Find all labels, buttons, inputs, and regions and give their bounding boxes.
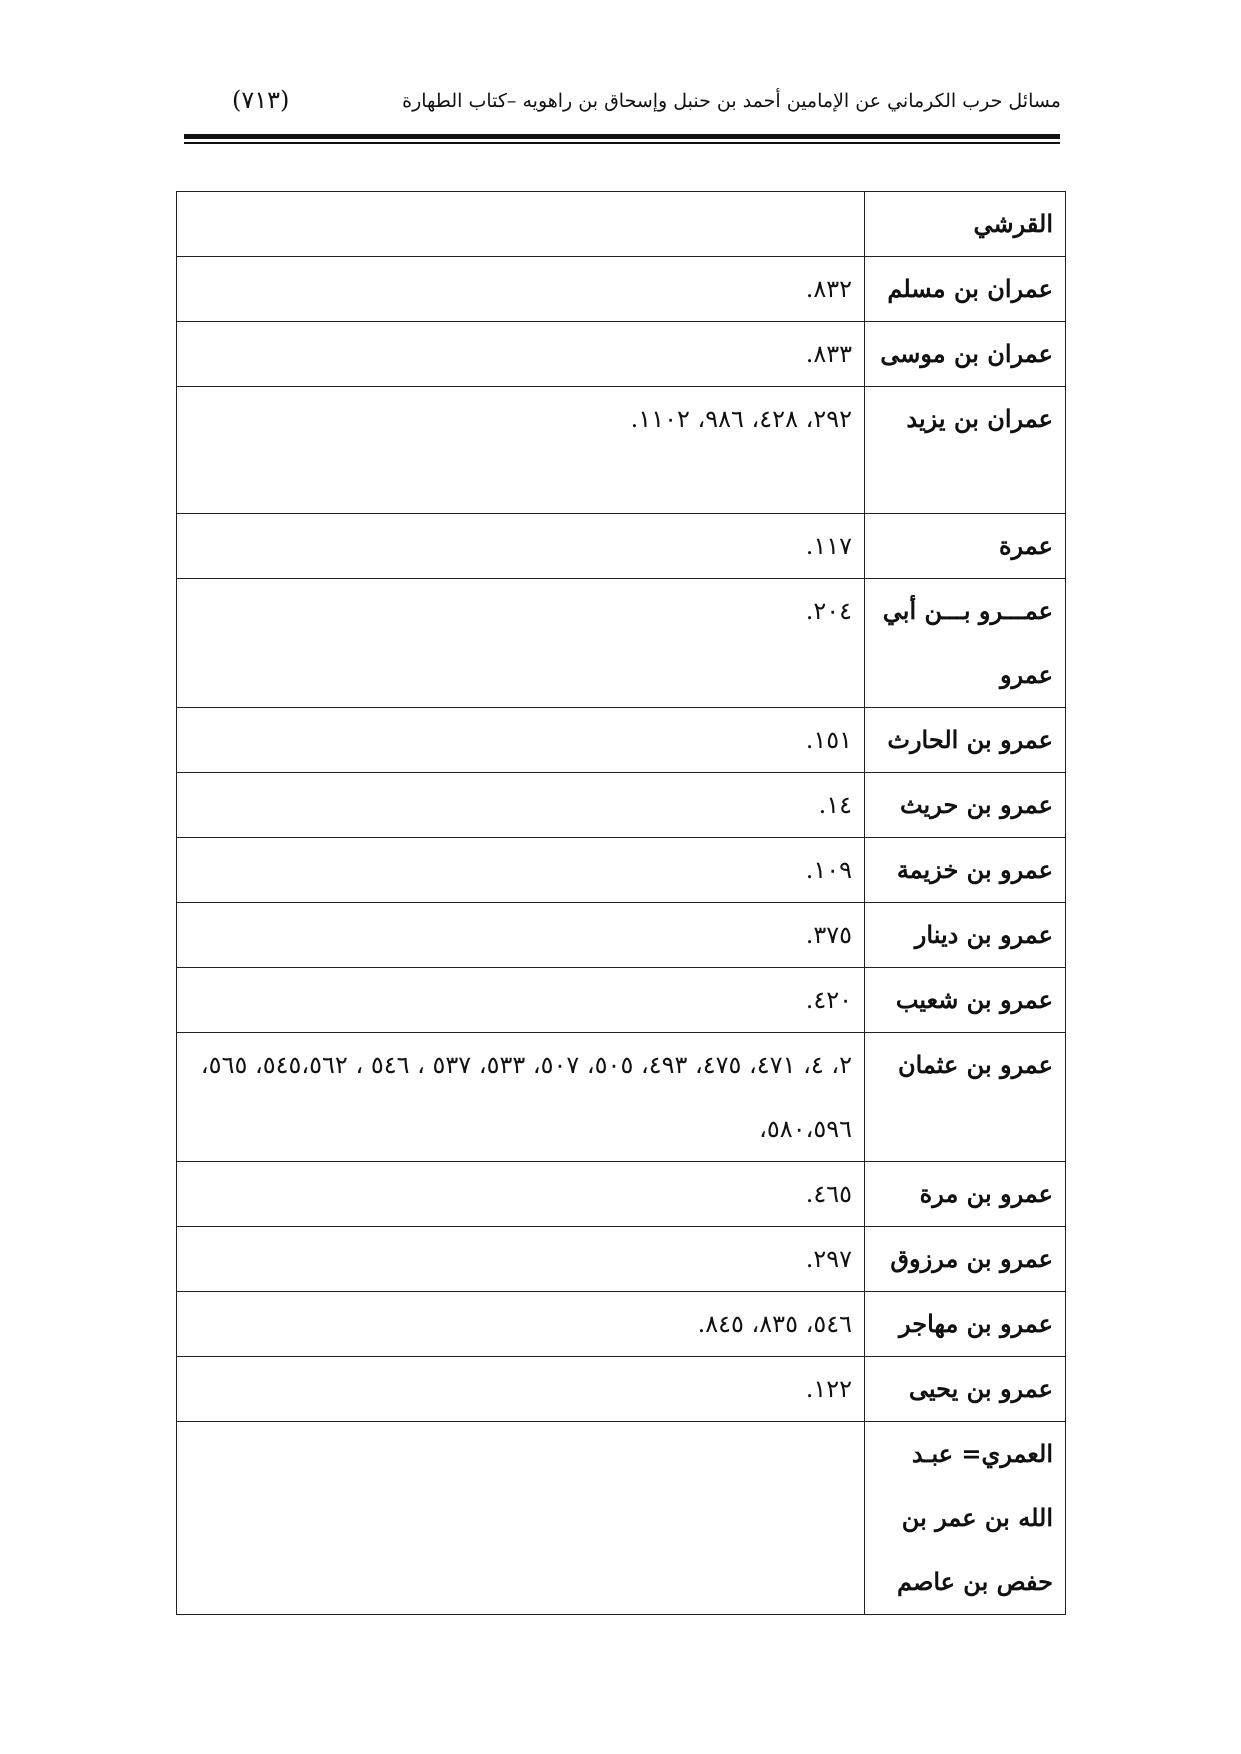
table-row bbox=[177, 1357, 1066, 1422]
entry-name: عمرو بن دينار bbox=[865, 903, 1066, 968]
page-header bbox=[180, 84, 1061, 124]
entry-name: عمرو بن مهاجر bbox=[865, 1292, 1066, 1357]
entry-name: عمرو بن الحارث bbox=[865, 708, 1066, 773]
entry-name: عمران بن موسى bbox=[865, 322, 1066, 387]
entry-name: عمرو بن مرزوق bbox=[865, 1227, 1066, 1292]
table-row bbox=[177, 1292, 1066, 1357]
table-row bbox=[177, 1422, 1066, 1615]
entry-references: ١٢٢. bbox=[177, 1357, 865, 1422]
names-index-table bbox=[176, 191, 1066, 1615]
entry-references: ١١٧. bbox=[177, 514, 865, 579]
entry-name: عمرو بن يحيى bbox=[865, 1357, 1066, 1422]
entry-references: ٣٧٥. bbox=[177, 903, 865, 968]
entry-name: عمرة bbox=[865, 514, 1066, 579]
entry-references: ١٤. bbox=[177, 773, 865, 838]
table-row bbox=[177, 387, 1066, 514]
entry-name: عمرو بن حريث bbox=[865, 773, 1066, 838]
entry-name: عمران بن يزيد bbox=[865, 387, 1066, 514]
table-row bbox=[177, 773, 1066, 838]
entry-references: ٤٦٥. bbox=[177, 1162, 865, 1227]
entry-references: ٤٢٠. bbox=[177, 968, 865, 1033]
table-row bbox=[177, 708, 1066, 773]
entry-name: عمران بن مسلم bbox=[865, 257, 1066, 322]
header-rule-thin bbox=[184, 142, 1060, 144]
entry-references: ١٥١. bbox=[177, 708, 865, 773]
table-row bbox=[177, 838, 1066, 903]
table-row bbox=[177, 1162, 1066, 1227]
entry-name: عمـــرو بـــن أبي عمرو bbox=[865, 579, 1066, 708]
entry-references: ٢٩٢، ٤٢٨، ٩٨٦، ١١٠٢. bbox=[177, 387, 865, 514]
entry-name: العمري= عبـد الله بن عمر بن حفص بن عاصم bbox=[865, 1422, 1066, 1615]
entry-references bbox=[177, 192, 865, 257]
header-rule-thick bbox=[184, 134, 1060, 139]
table-row bbox=[177, 257, 1066, 322]
entry-references: ٢٩٧. bbox=[177, 1227, 865, 1292]
table-row bbox=[177, 1033, 1066, 1162]
entry-name: عمرو بن خزيمة bbox=[865, 838, 1066, 903]
entry-references: ٨٣٢. bbox=[177, 257, 865, 322]
table-row bbox=[177, 322, 1066, 387]
entry-name: عمرو بن عثمان bbox=[865, 1033, 1066, 1162]
table-row bbox=[177, 514, 1066, 579]
table-row bbox=[177, 1227, 1066, 1292]
entry-references: ٥٤٦، ٨٣٥، ٨٤٥. bbox=[177, 1292, 865, 1357]
entry-name: عمرو بن شعيب bbox=[865, 968, 1066, 1033]
entry-name: عمرو بن مرة bbox=[865, 1162, 1066, 1227]
entry-references: ٨٣٣. bbox=[177, 322, 865, 387]
entry-references: ٢٠٤. bbox=[177, 579, 865, 708]
entry-references: ٢، ٤، ٤٧١، ٤٧٥، ٤٩٣، ٥٠٥، ٥٠٧، ٥٣٣، ٥٣٧ ، ٥٤٦ ، ٥٤٥،٥٦٢، ٥٦٥، ٥٨٠،٥٩٦، bbox=[177, 1033, 865, 1162]
table-row bbox=[177, 968, 1066, 1033]
table-row bbox=[177, 192, 1066, 257]
table-row bbox=[177, 579, 1066, 708]
entry-name: القرشي bbox=[865, 192, 1066, 257]
entry-references: ١٠٩. bbox=[177, 838, 865, 903]
running-title: مسائل حرب الكرماني عن الإمامين أحمد بن حنبل وإسحاق بن راهويه –كتاب الطهارة bbox=[402, 90, 1061, 112]
table-row bbox=[177, 903, 1066, 968]
entry-references bbox=[177, 1422, 865, 1615]
page-number: (٧١٣) bbox=[232, 86, 290, 114]
